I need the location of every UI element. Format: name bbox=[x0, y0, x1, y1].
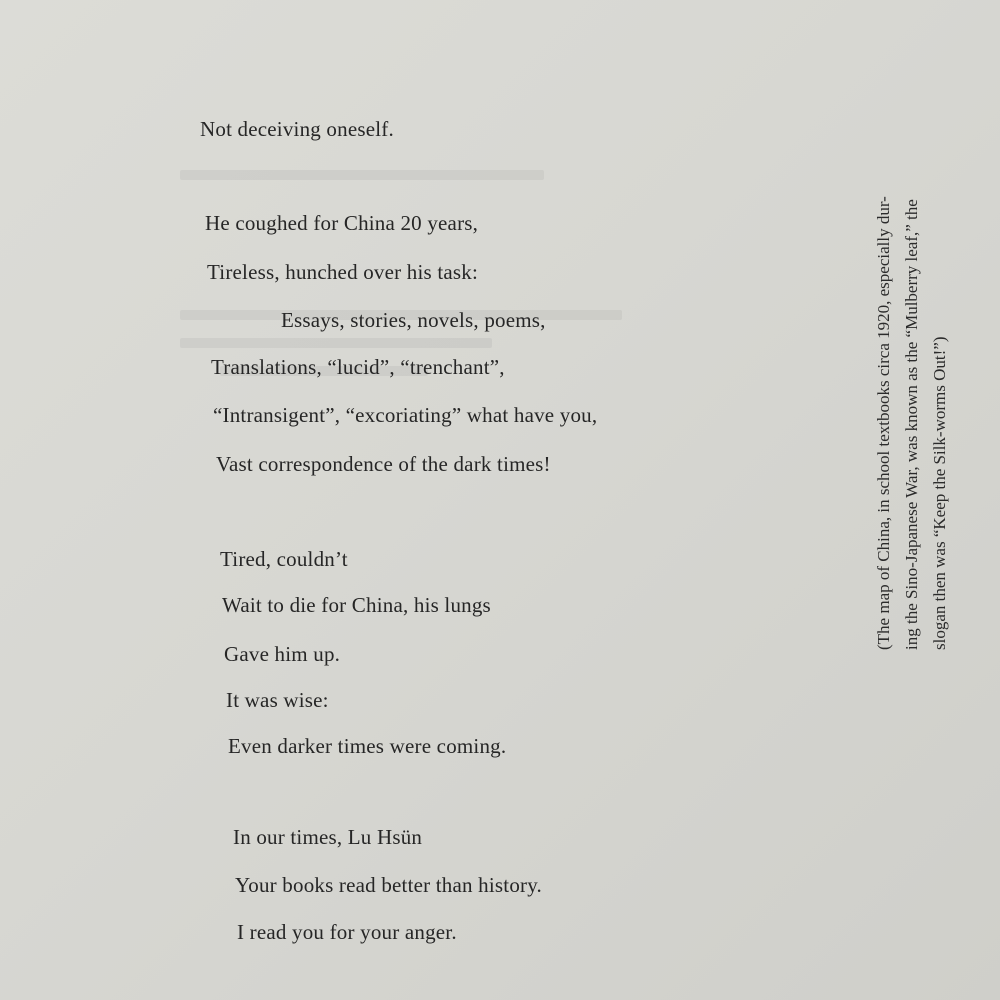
poem-line-15: I read you for your anger. bbox=[237, 920, 457, 944]
side-note-line-2: ing the Sino-Japanese War, was known as the “Mulberry leaf,” the bbox=[902, 199, 921, 650]
poem-line-1: Not deceiving oneself. bbox=[200, 117, 394, 141]
poem-line-3: Tireless, hunched over his task: bbox=[207, 260, 479, 284]
poem-line-8: Tired, couldn’t bbox=[220, 547, 348, 571]
poem-line-10: Gave him up. bbox=[224, 642, 341, 666]
side-note-line-3: slogan then was “Keep the Silk-worms Out!”) bbox=[930, 336, 949, 650]
side-note bbox=[870, 10, 954, 650]
poem-line-12: Even darker times were coming. bbox=[228, 734, 507, 758]
poem-line-4: Essays, stories, novels, poems, bbox=[281, 308, 546, 332]
poem-line-13: In our times, Lu Hsün bbox=[233, 825, 423, 849]
poem-line-7: Vast correspondence of the dark times! bbox=[216, 452, 551, 476]
poem-line-14: Your books read better than history. bbox=[235, 873, 542, 897]
poem-line-6: “Intransigent”, “excoriating” what have you, bbox=[213, 403, 598, 427]
poem-line-11: It was wise: bbox=[226, 688, 329, 712]
poem-line-5: Translations, “lucid”, “trenchant”, bbox=[211, 355, 505, 379]
side-note-line-1: (The map of China, in school textbooks circa 1920, especially dur- bbox=[874, 196, 893, 650]
poem-line-9: Wait to die for China, his lungs bbox=[222, 593, 491, 617]
poem-line-2: He coughed for China 20 years, bbox=[205, 211, 479, 235]
